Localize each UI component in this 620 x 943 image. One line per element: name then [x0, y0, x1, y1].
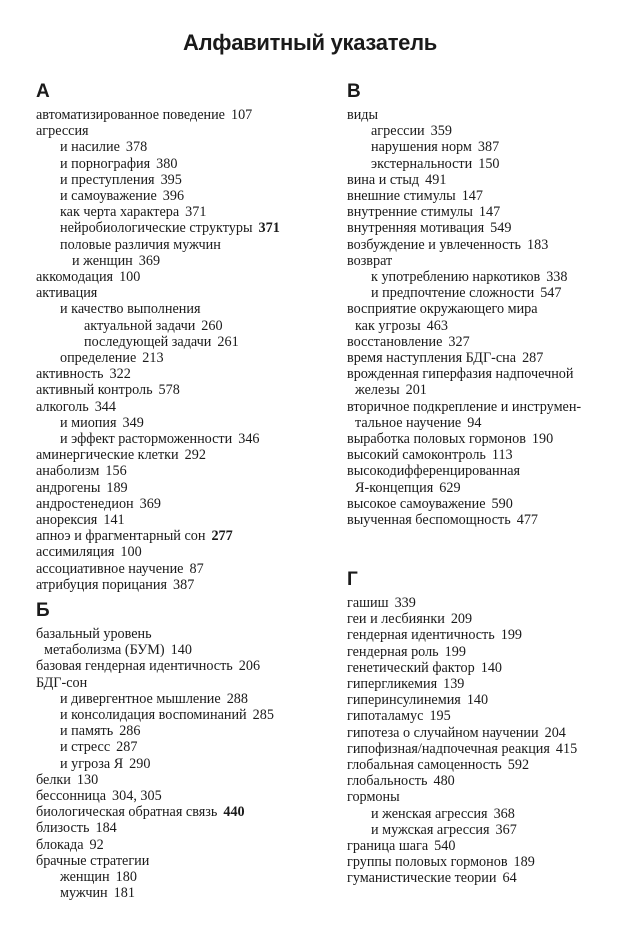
entry-term: гипотеза о случайном научении — [347, 724, 539, 741]
entry-term: ассоциативное научение — [36, 560, 184, 577]
index-entry — [347, 773, 620, 789]
index-entry — [347, 741, 620, 757]
entry-term: железы — [355, 382, 400, 399]
entry-term: гиперинсулинемия — [347, 692, 461, 709]
index-entry — [347, 725, 620, 741]
index-entry — [36, 285, 321, 301]
index-entry — [347, 708, 620, 724]
entry-page-number: 156 — [105, 463, 127, 480]
index-entry — [36, 301, 321, 317]
index-entry — [347, 139, 620, 155]
index-entry — [347, 204, 620, 220]
entry-term: близость — [36, 820, 90, 837]
entry-page-number: 199 — [444, 643, 466, 660]
entry-page-number: 189 — [106, 479, 128, 496]
index-entry — [347, 595, 620, 611]
index-entry — [36, 691, 321, 707]
entry-term: блокада — [36, 836, 84, 853]
index-section-a — [36, 81, 321, 593]
entry-page-number: 477 — [516, 512, 538, 529]
entry-page-number: 290 — [129, 755, 151, 772]
index-entry — [36, 626, 321, 642]
entry-term: аккомодация — [36, 269, 114, 286]
entry-page-number: 344 — [94, 398, 116, 415]
index-entry — [36, 885, 321, 901]
entry-page-number: 549 — [490, 220, 512, 237]
entry-term: и самоуважение — [60, 188, 157, 205]
entry-page-number: 395 — [160, 171, 182, 188]
index-entry — [36, 415, 321, 431]
entry-term: геи и лесбиянки — [347, 611, 445, 628]
entry-page-number: 140 — [480, 659, 502, 676]
entry-page-number: 369 — [138, 252, 161, 269]
entry-page-number: 92 — [89, 836, 104, 853]
section-letter: Б — [36, 600, 50, 621]
entry-page-number: 183 — [527, 236, 549, 253]
entry-page-number: 371 — [185, 204, 207, 221]
index-entry — [36, 204, 321, 220]
entry-term: внутренняя мотивация — [347, 220, 485, 237]
entry-term: нарушения норм — [371, 139, 472, 156]
entry-term: высокое самоуважение — [347, 495, 486, 512]
entry-term: агрессии — [371, 123, 425, 140]
entry-page-number: 359 — [430, 123, 452, 140]
index-entry — [347, 123, 620, 139]
index-entry — [36, 739, 321, 755]
entry-term: и женская агрессия — [371, 805, 488, 822]
entry-page-number: 107 — [230, 107, 253, 123]
index-entry — [36, 399, 321, 415]
index-entry — [36, 123, 321, 139]
entry-term: женщин — [60, 869, 110, 886]
entry-term: актуальной задачи — [84, 317, 196, 334]
index-entry — [36, 269, 321, 285]
entry-page-number: 327 — [448, 333, 470, 350]
entry-page-number: 100 — [120, 544, 142, 561]
entry-page-number: 369 — [139, 495, 161, 512]
entry-page-number: 346 — [238, 431, 260, 448]
entry-term: андростенедион — [36, 495, 134, 512]
entry-term: тальное научение — [355, 414, 462, 431]
index-entry — [36, 431, 321, 447]
entry-term: нейробиологические структуры — [60, 220, 253, 237]
entry-term: базальный уровень — [36, 626, 152, 642]
entry-term: активность — [36, 366, 104, 383]
index-entry — [347, 318, 620, 334]
entry-page-number: 592 — [507, 757, 530, 774]
section-letter: В — [347, 81, 361, 102]
index-entry — [36, 253, 321, 269]
entry-term: высокий самоконтроль — [347, 447, 486, 464]
entry-page-number: 213 — [142, 350, 164, 367]
entry-term: гипергликемия — [347, 676, 438, 693]
entry-page-number: 415 — [555, 740, 578, 757]
index-entry — [36, 496, 321, 512]
entry-term: врожденная гиперфазия надпочечной — [347, 366, 574, 383]
index-entry — [347, 237, 620, 253]
index-entry — [347, 512, 620, 528]
entry-page-number: 287 — [522, 350, 544, 367]
entry-term: экстернальности — [371, 155, 473, 172]
section-letter: Г — [347, 569, 358, 590]
entry-page-number: 367 — [495, 821, 517, 838]
entry-page-number: 87 — [189, 560, 204, 577]
entry-term: мужчин — [60, 885, 108, 902]
index-entry — [347, 627, 620, 643]
entry-term: выученная беспомощность — [347, 512, 511, 529]
index-entry — [347, 220, 620, 236]
entry-term: генетический фактор — [347, 659, 475, 676]
entry-page-number: 339 — [394, 595, 416, 611]
entry-term: активация — [36, 285, 98, 302]
entry-page-number: 547 — [540, 285, 562, 302]
index-entry — [36, 480, 321, 496]
entry-term: возврат — [347, 252, 393, 269]
entry-term: и качество выполнения — [60, 301, 201, 318]
entry-term: гипофизная/надпочечная реакция — [347, 740, 550, 757]
entry-page-number: 260 — [201, 317, 223, 334]
index-entry — [36, 772, 321, 788]
entry-page-number: 285 — [252, 707, 274, 724]
entry-term: базовая гендерная идентичность — [36, 658, 233, 675]
index-entry — [347, 644, 620, 660]
index-entry — [36, 220, 321, 236]
entry-page-number: 288 — [226, 690, 248, 707]
index-entry — [347, 431, 620, 447]
entry-page-number: 286 — [119, 723, 141, 740]
entry-term: группы половых гормонов — [347, 854, 508, 871]
page-title: Алфавитный указатель — [182, 30, 438, 55]
index-entry — [347, 822, 620, 838]
entry-page-number: 206 — [238, 658, 261, 675]
entry-page-number: 368 — [493, 805, 515, 822]
entry-term: внутренние стимулы — [347, 204, 473, 221]
index-entry — [347, 463, 620, 479]
index-entry — [347, 676, 620, 692]
entry-term: выработка половых гормонов — [347, 431, 526, 448]
entry-term: восприятие окружающего мира — [347, 301, 538, 318]
entry-page-number: 322 — [109, 366, 131, 383]
index-entry — [347, 611, 620, 627]
entry-term: аминергические клетки — [36, 447, 179, 464]
index-section-g — [347, 569, 620, 887]
entry-page-number: 195 — [429, 708, 451, 725]
entry-term: определение — [60, 350, 137, 367]
entry-term: гипоталамус — [347, 708, 424, 725]
index-entry — [36, 642, 321, 658]
index-entry — [347, 496, 620, 512]
index-entry — [347, 870, 620, 886]
entry-term: апноэ и фрагментарный сон — [36, 528, 206, 545]
index-entry — [36, 382, 321, 398]
entry-term: и женщин — [72, 252, 133, 269]
entry-term: Я-концепция — [355, 479, 434, 496]
index-entry — [36, 756, 321, 772]
entry-term: анаболизм — [36, 463, 100, 480]
entry-page-number: 387 — [173, 576, 195, 593]
entry-page-number: 181 — [113, 885, 135, 902]
entry-term: вина и стыд — [347, 171, 420, 188]
entry-term: возбуждение и увлеченность — [347, 236, 522, 253]
entry-page-number: 180 — [115, 869, 137, 886]
entry-term: ассимиляция — [36, 544, 115, 561]
entry-term: гуманистические теории — [347, 870, 497, 887]
index-entry — [36, 172, 321, 188]
index-entry — [347, 806, 620, 822]
entry-page-number: 590 — [491, 495, 513, 512]
entry-term: автоматизированное поведение — [36, 107, 225, 123]
index-entry — [347, 366, 620, 382]
index-entry — [36, 447, 321, 463]
index-entry — [347, 838, 620, 854]
entry-page-number: 199 — [500, 627, 523, 644]
entry-page-number: 491 — [425, 171, 447, 188]
entry-term: внешние стимулы — [347, 188, 456, 205]
entry-term: гендерная идентичность — [347, 627, 495, 644]
entry-term: и угроза Я — [60, 755, 124, 772]
entry-term: глобальная самоценность — [347, 757, 502, 774]
index-entry — [347, 757, 620, 773]
entry-term: бессонница — [36, 788, 107, 805]
index-entry — [347, 269, 620, 285]
entry-term: и память — [60, 723, 114, 740]
entry-page-number: 184 — [95, 820, 117, 837]
entry-page-number: 261 — [217, 333, 239, 350]
entry-term: и насилие — [60, 139, 120, 156]
entry-page-number: 380 — [156, 155, 178, 172]
index-section-b — [36, 600, 321, 901]
entry-term: метаболизма (БУМ) — [44, 642, 165, 659]
index-entry — [347, 285, 620, 301]
entry-term: половые различия мужчин — [60, 236, 221, 253]
entry-term: последующей задачи — [84, 333, 212, 350]
entry-page-number: 147 — [461, 188, 483, 205]
entry-term: атрибуция порицания — [36, 576, 167, 593]
entry-term: как черта характера — [60, 204, 180, 221]
index-entry — [36, 156, 321, 172]
entry-page-number: 64 — [502, 870, 517, 887]
index-entry — [347, 447, 620, 463]
entry-page-number: 349 — [122, 414, 144, 431]
index-entry — [36, 139, 321, 155]
entry-page-number: 578 — [158, 382, 180, 399]
index-entry — [347, 789, 620, 805]
entry-term: и миопия — [60, 414, 117, 431]
entry-page-number: 209 — [450, 611, 473, 628]
entry-page-number: 113 — [491, 447, 513, 464]
entry-page-number: 204 — [544, 724, 566, 741]
index-entry — [347, 415, 620, 431]
index-entry — [347, 382, 620, 398]
index-entry — [36, 675, 321, 691]
index-entry — [36, 820, 321, 836]
entry-page-number: 463 — [426, 317, 448, 334]
index-entry — [347, 301, 620, 317]
entry-term: и эффект расторможенности — [60, 431, 233, 448]
entry-term: и стресс — [60, 739, 111, 756]
index-entry — [36, 707, 321, 723]
entry-page-number: 150 — [478, 155, 500, 172]
entry-page-number: 338 — [546, 269, 568, 286]
entry-page-number: 304, 305 — [112, 788, 162, 805]
entry-term: гормоны — [347, 789, 400, 806]
index-entry — [36, 318, 321, 334]
entry-term: время наступления БДГ-сна — [347, 350, 517, 367]
index-entry — [36, 788, 321, 804]
entry-page-number: 189 — [513, 854, 535, 871]
entry-page-number: 396 — [162, 188, 185, 205]
entry-term: и консолидация воспоминаний — [60, 707, 247, 724]
index-entry — [347, 660, 620, 676]
entry-term: вторичное подкрепление и инструмен- — [347, 398, 582, 415]
index-entry — [347, 156, 620, 172]
index-entry — [347, 334, 620, 350]
entry-term: БДГ-сон — [36, 674, 88, 691]
index-entry — [36, 334, 321, 350]
entry-term: как угрозы — [355, 317, 421, 334]
index-entry — [36, 723, 321, 739]
index-entry — [347, 350, 620, 366]
index-entry — [36, 561, 321, 577]
entry-term: брачные стратегии — [36, 852, 150, 869]
entry-page-number: 378 — [125, 139, 148, 156]
entry-term: гашиш — [347, 595, 389, 611]
entry-page-number: 139 — [443, 676, 465, 693]
index-section-v — [347, 81, 620, 528]
entry-term: и дивергентное мышление — [60, 690, 221, 707]
entry-page-number: 480 — [433, 773, 455, 790]
entry-term: к употреблению наркотиков — [371, 269, 541, 286]
entry-term: белки — [36, 771, 71, 788]
entry-term: и предпочтение сложности — [371, 285, 535, 302]
index-entry — [36, 512, 321, 528]
entry-page-number: 94 — [467, 414, 482, 431]
index-entry — [36, 804, 321, 820]
index-entry — [347, 854, 620, 870]
entry-page-number: 140 — [466, 692, 489, 709]
entry-page-number: 292 — [184, 447, 206, 464]
entry-page-number: 277 — [211, 528, 233, 545]
index-entry — [36, 366, 321, 382]
index-entry — [36, 577, 321, 593]
entry-term: биологическая обратная связь — [36, 804, 218, 821]
entry-term: и преступления — [60, 171, 155, 188]
entry-term: восстановление — [347, 333, 443, 350]
entry-page-number: 141 — [103, 512, 125, 529]
index-entry — [36, 658, 321, 674]
entry-page-number: 540 — [434, 838, 456, 855]
index-entry — [347, 253, 620, 269]
entry-term: андрогены — [36, 479, 101, 496]
entry-term: виды — [347, 107, 379, 123]
index-entry — [36, 463, 321, 479]
entry-term: анорексия — [36, 512, 98, 529]
entry-term: и мужская агрессия — [371, 821, 490, 838]
index-entry — [36, 837, 321, 853]
entry-page-number: 287 — [116, 739, 138, 756]
entry-page-number: 629 — [439, 479, 461, 496]
entry-term: граница шага — [347, 838, 429, 855]
index-entry — [36, 853, 321, 869]
entry-page-number: 190 — [531, 431, 554, 448]
index-entry — [347, 172, 620, 188]
entry-page-number: 130 — [76, 771, 99, 788]
entry-term: активный контроль — [36, 382, 153, 399]
entry-page-number: 147 — [478, 204, 501, 221]
entry-term: высокодифференцированная — [347, 463, 521, 480]
entry-page-number: 100 — [119, 269, 141, 286]
index-entry — [36, 237, 321, 253]
index-entry — [347, 480, 620, 496]
entry-term: гендерная роль — [347, 643, 439, 660]
entry-page-number: 201 — [405, 382, 427, 399]
index-entry — [36, 869, 321, 885]
index-entry — [36, 544, 321, 560]
index-entry — [347, 692, 620, 708]
entry-term: глобальность — [347, 773, 428, 790]
entry-page-number: 387 — [477, 139, 500, 156]
entry-page-number: 440 — [223, 804, 245, 821]
index-entry — [347, 399, 620, 415]
index-entry — [347, 107, 620, 123]
section-letter: А — [36, 81, 50, 102]
entry-page-number: 371 — [258, 220, 280, 237]
index-entry — [36, 107, 321, 123]
index-entry — [36, 528, 321, 544]
index-entry — [36, 188, 321, 204]
entry-term: и порнография — [60, 155, 151, 172]
entry-term: алкоголь — [36, 398, 89, 415]
entry-page-number: 140 — [170, 642, 192, 659]
index-entry — [36, 350, 321, 366]
index-entry — [347, 188, 620, 204]
entry-term: агрессия — [36, 123, 89, 140]
